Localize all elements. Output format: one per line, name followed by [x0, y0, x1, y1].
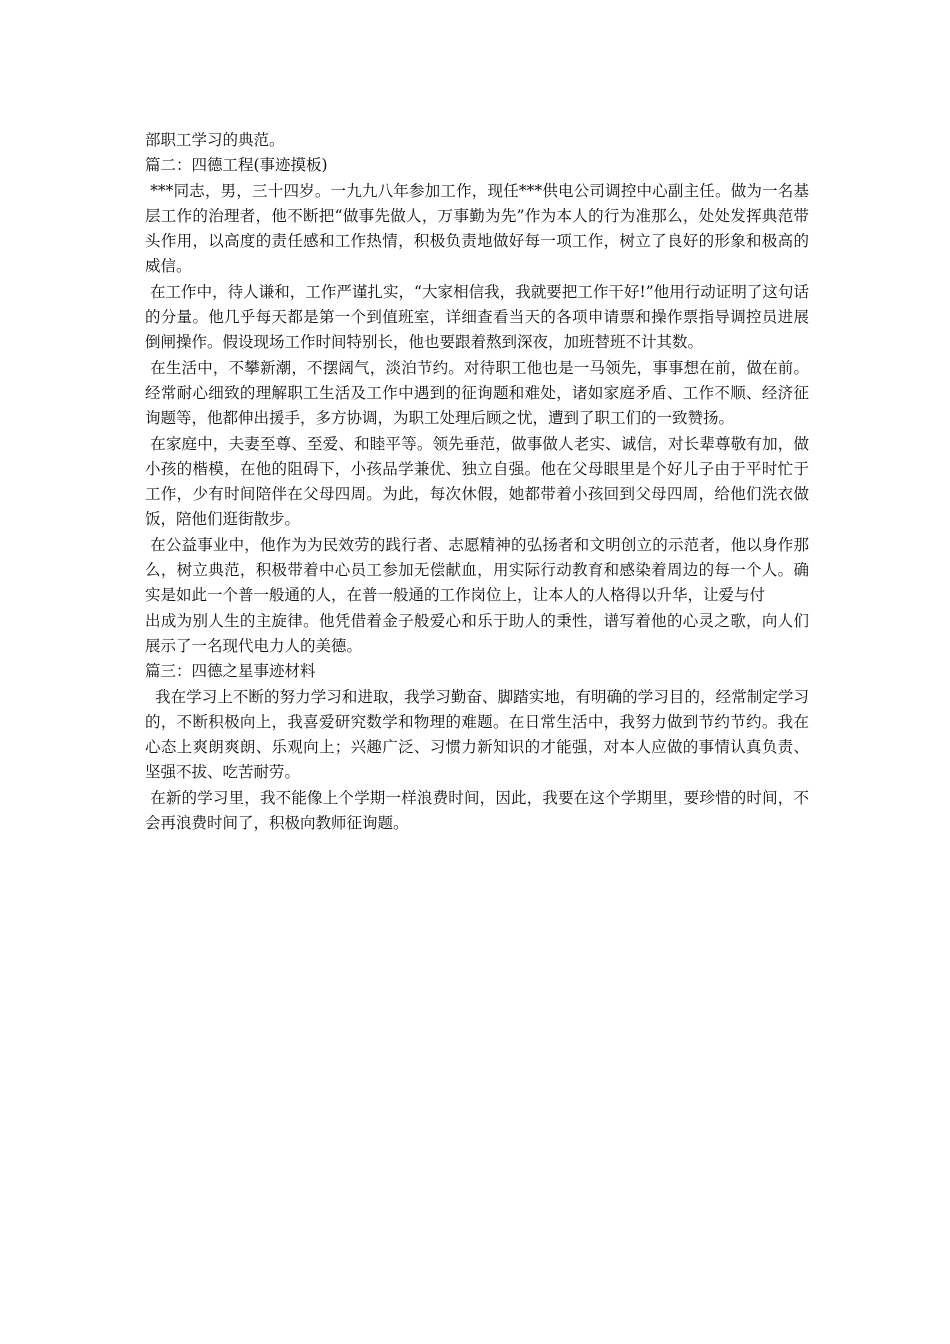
section-heading-part-three: 篇三：四德之星事迹材料	[145, 662, 316, 681]
paragraph-family: 在家庭中，夫妻至尊、至爱、和睦平等。领先垂范，做事做人老实、诚信，对长辈尊敬有加，做小孩的楷模，在他的阻碍下，小孩品学兼优、独立自强。他在父母眼里是个好儿子由于平时忙于工作，少有时间陪伴在父母四周。为此，每次休假，她都带着小孩回到父母四周，给他们洗衣做饭，陪他们逛街散步。	[145, 434, 809, 529]
paragraph-public-welfare-continued: 出成为别人生的主旋律。他凭借着金子般爱心和乐于助人的秉性，谱写着他的心灵之歌，向人们展示了一名现代电力人的美德。	[145, 611, 809, 655]
paragraph-study: 我在学习上不断的努力学习和进取，我学习勤奋、脚踏实地，有明确的学习目的，经常制定学习的，不断积极向上，我喜爱研究数学和物理的难题。在日常生活中，我努力做到节约节约。我在心态上爽朗爽朗、乐观向上；兴趣广泛、习惯力新知识的才能强，对本人应做的事情认真负责、坚强不拔、吃苦耐劳。	[145, 687, 809, 782]
paragraph-intro: ***同志，男，三十四岁。一九九八年参加工作，现任***供电公司调控中心副主任。做为一名基层工作的治理者，他不断把“做事先做人，万事勤为先”作为本人的行为准那么，处处发挥典范带头作用，以高度的责任感和工作热情，积极负责地做好每一项工作，树立了良好的形象和极高的威信。	[145, 181, 809, 276]
paragraph-public-welfare: 在公益事业中，他作为为民效劳的践行者、志愿精神的弘扬者和文明创立的示范者，他以身作那么，树立典范，积极带着中心员工参加无偿献血，用实际行动教育和感染着周边的每一个人。确实是如此一个普一般通的人，在普一般通的工作岗位上，让本人的人格得以升华，让爱与付	[145, 535, 809, 605]
paragraph-life: 在生活中，不攀新潮，不摆阔气，淡泊节约。对待职工他也是一马领先，事事想在前，做在前。经常耐心细致的理解职工生活及工作中遇到的征询题和难处，诸如家庭矛盾、工作不顺、经济征询题等，他都伸出援手，多方协调，为职工处理后顾之忧，遭到了职工们的一致赞扬。	[145, 358, 809, 428]
paragraph-work: 在工作中，待人谦和，工作严谨扎实，“大家相信我，我就要把工作干好!”他用行动证明了这句话的分量。他几乎每天都是第一个到值班室，详细查看当天的各项申请票和操作票指导调控员进展倒闸操作。假设现场工作时间特别长，他也要跟着熬到深夜，加班替班不计其数。	[145, 282, 809, 352]
paragraph-continuation: 部职工学习的典范。	[145, 131, 285, 149]
paragraph-new-term: 在新的学习里，我不能像上个学期一样浪费时间，因此，我要在这个学期里，要珍惜的时间，不会再浪费时间了，积极向教师征询题。	[145, 788, 809, 833]
section-heading-part-two: 篇二：四德工程(事迹摸板)	[145, 156, 328, 175]
document-body	[145, 128, 809, 836]
